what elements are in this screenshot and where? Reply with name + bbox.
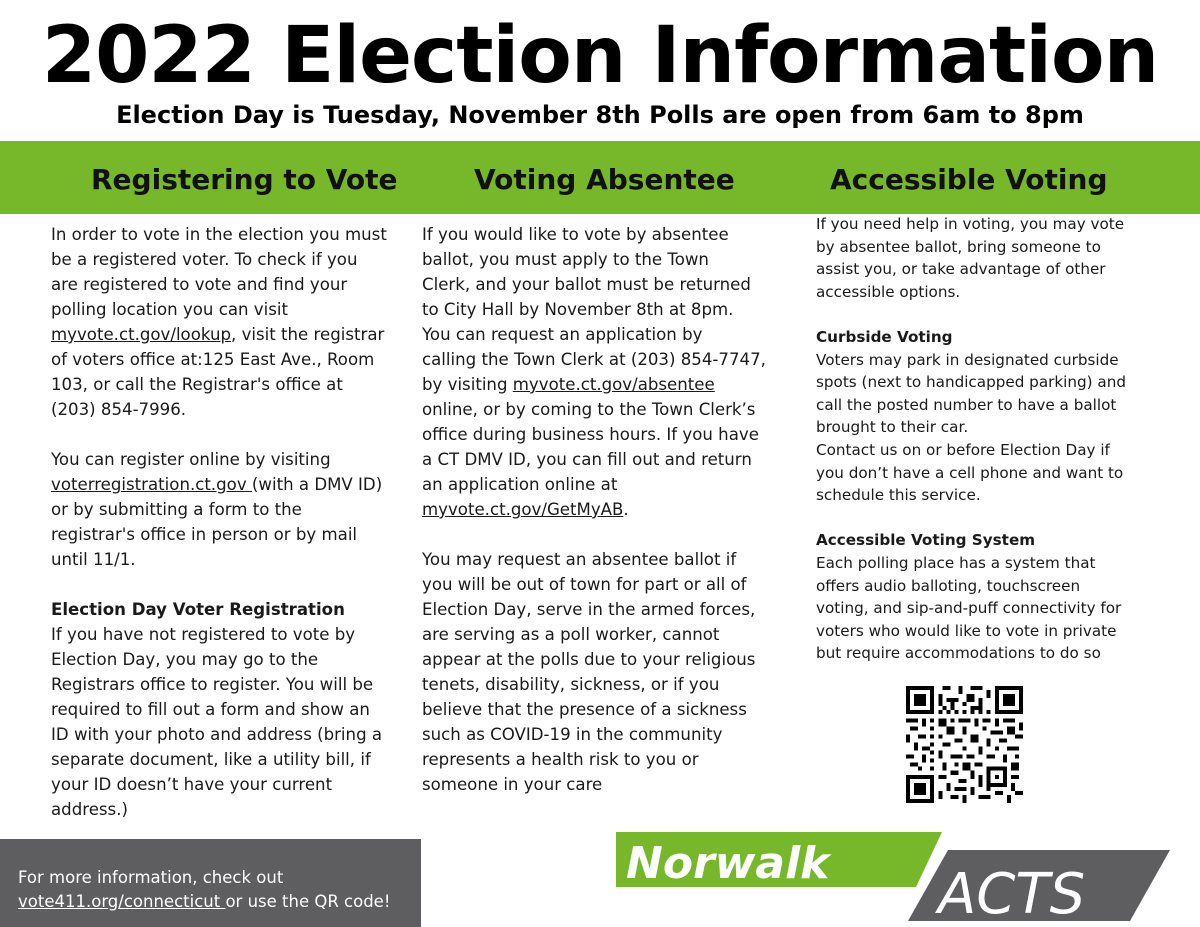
- text-line: represents a health risk to you or: [422, 750, 699, 769]
- text-line: 103, or call the Registrar's office at: [51, 375, 343, 394]
- text-span: (with a DMV ID): [251, 475, 383, 494]
- qr-code-icon[interactable]: [906, 686, 1023, 803]
- text-line: calling the Town Clerk at (203) 854-7747,: [422, 350, 766, 369]
- text-line: call the posted number to have a ballot: [816, 395, 1117, 414]
- text-line: someone in your care: [422, 775, 603, 794]
- accessible-system-heading: Accessible Voting System: [816, 531, 1036, 550]
- text-line: Voters may park in designated curbside: [816, 350, 1119, 369]
- text-line: accessible options.: [816, 282, 961, 301]
- text-line: brought to their car.: [816, 418, 969, 437]
- heading-accessible-voting: Accessible Voting: [830, 163, 1108, 196]
- text-line: of voters office at:125 East Ave., Room: [51, 350, 375, 369]
- text-line: Registrars office to register. You will be: [51, 675, 374, 694]
- heading-registering-to-vote: Registering to Vote: [91, 163, 398, 196]
- text-line: [51, 472, 387, 497]
- text-line: Clerk, and your ballot must be returned: [422, 275, 751, 294]
- logo-word-acts: ACTS: [938, 862, 1086, 923]
- text-line: online, or by coming to the Town Clerk’s: [422, 400, 756, 419]
- text-line: polling location you can visit: [51, 300, 288, 319]
- text-line: office during business hours. If you have: [422, 425, 759, 444]
- text-line: are serving as a poll worker, cannot: [422, 625, 720, 644]
- text-line: You can request an application by: [422, 325, 703, 344]
- text-line: [422, 497, 766, 522]
- accessible-column: [816, 213, 1126, 665]
- get-my-ab-link[interactable]: myvote.ct.gov/GetMyAB: [422, 500, 624, 519]
- text-line: believe that the presence of a sickness: [422, 700, 747, 719]
- page-subtitle: Election Day is Tuesday, November 8th Polls are open from 6am to 8pm: [116, 101, 1084, 129]
- voter-registration-link[interactable]: voterregistration.ct.gov: [51, 475, 252, 494]
- text-line: you will be out of town for part or all of: [422, 575, 747, 594]
- text-line: separate document, like a utility bill, if: [51, 750, 371, 769]
- edr-heading: Election Day Voter Registration: [51, 600, 345, 619]
- registering-column: [51, 222, 387, 822]
- norwalk-acts-logo: [612, 828, 1172, 923]
- text-line: Each polling place has a system that: [816, 553, 1096, 572]
- footer-line: [18, 890, 421, 914]
- text-line: (203) 854-7996.: [51, 400, 187, 419]
- text-line: appear at the polls due to your religious: [422, 650, 756, 669]
- text-span: or use the QR code!: [225, 892, 391, 911]
- text-line: such as COVID-19 in the community: [422, 725, 723, 744]
- text-line: [51, 322, 387, 347]
- text-line: If you have not registered to vote by: [51, 625, 356, 644]
- text-span: , visit the registrar: [231, 325, 385, 344]
- more-info-box: [0, 839, 421, 927]
- text-line: an application online at: [422, 475, 618, 494]
- text-line: tenets, disability, sickness, or if you: [422, 675, 720, 694]
- text-line: address.): [51, 800, 128, 819]
- text-line: be a registered voter. To check if you: [51, 250, 358, 269]
- text-line: to City Hall by November 8th at 8pm.: [422, 300, 734, 319]
- vote411-link[interactable]: vote411.org/connecticut: [18, 892, 226, 911]
- text-line: Election Day, serve in the armed forces,: [422, 600, 756, 619]
- text-line: you don’t have a cell phone and want to: [816, 463, 1124, 482]
- lookup-link[interactable]: myvote.ct.gov/lookup: [51, 325, 232, 344]
- text-line: spots (next to handicapped parking) and: [816, 373, 1126, 392]
- text-line: Election Day, you may go to the: [51, 650, 319, 669]
- text-span: .: [623, 500, 629, 519]
- text-line: by absentee ballot, bring someone to: [816, 237, 1101, 256]
- text-line: offers audio balloting, touchscreen: [816, 576, 1081, 595]
- curbside-heading: Curbside Voting: [816, 327, 953, 346]
- text-line: assist you, or take advantage of other: [816, 260, 1106, 279]
- text-line: If you need help in voting, you may vote: [816, 215, 1125, 233]
- text-line: If you would like to vote by absentee: [422, 225, 729, 244]
- text-line: or by submitting a form to the: [51, 500, 302, 519]
- text-line: Contact us on or before Election Day if: [816, 440, 1110, 459]
- text-line: voters who would like to vote in private: [816, 621, 1117, 640]
- text-line: registrar's office in person or by mail: [51, 525, 358, 544]
- logo-word-norwalk: Norwalk: [626, 838, 830, 889]
- text-line: are registered to vote and find your: [51, 275, 348, 294]
- text-line: [422, 372, 766, 397]
- text-line: You may request an absentee ballot if: [422, 550, 737, 569]
- footer-line: For more information, check out: [18, 868, 284, 887]
- text-line: schedule this service.: [816, 486, 981, 505]
- text-span: by visiting: [422, 375, 513, 394]
- text-line: ballot, you must apply to the Town: [422, 250, 709, 269]
- text-line: required to fill out a form and show an: [51, 700, 370, 719]
- text-line: ID with your photo and address (bring a: [51, 725, 383, 744]
- absentee-link[interactable]: myvote.ct.gov/absentee: [512, 375, 715, 394]
- text-line: a CT DMV ID, you can fill out and return: [422, 450, 752, 469]
- text-line: your ID doesn’t have your current: [51, 775, 333, 794]
- text-line: You can register online by visiting: [51, 450, 331, 469]
- absentee-column: [422, 222, 766, 797]
- text-line: but require accommodations to do so: [816, 644, 1101, 663]
- heading-voting-absentee: Voting Absentee: [474, 163, 735, 196]
- page-title: 2022 Election Information: [41, 11, 1159, 101]
- text-line: voting, and sip-and-puff connectivity for: [816, 599, 1122, 618]
- text-line: until 11/1.: [51, 550, 136, 569]
- text-line: In order to vote in the election you must: [51, 225, 387, 244]
